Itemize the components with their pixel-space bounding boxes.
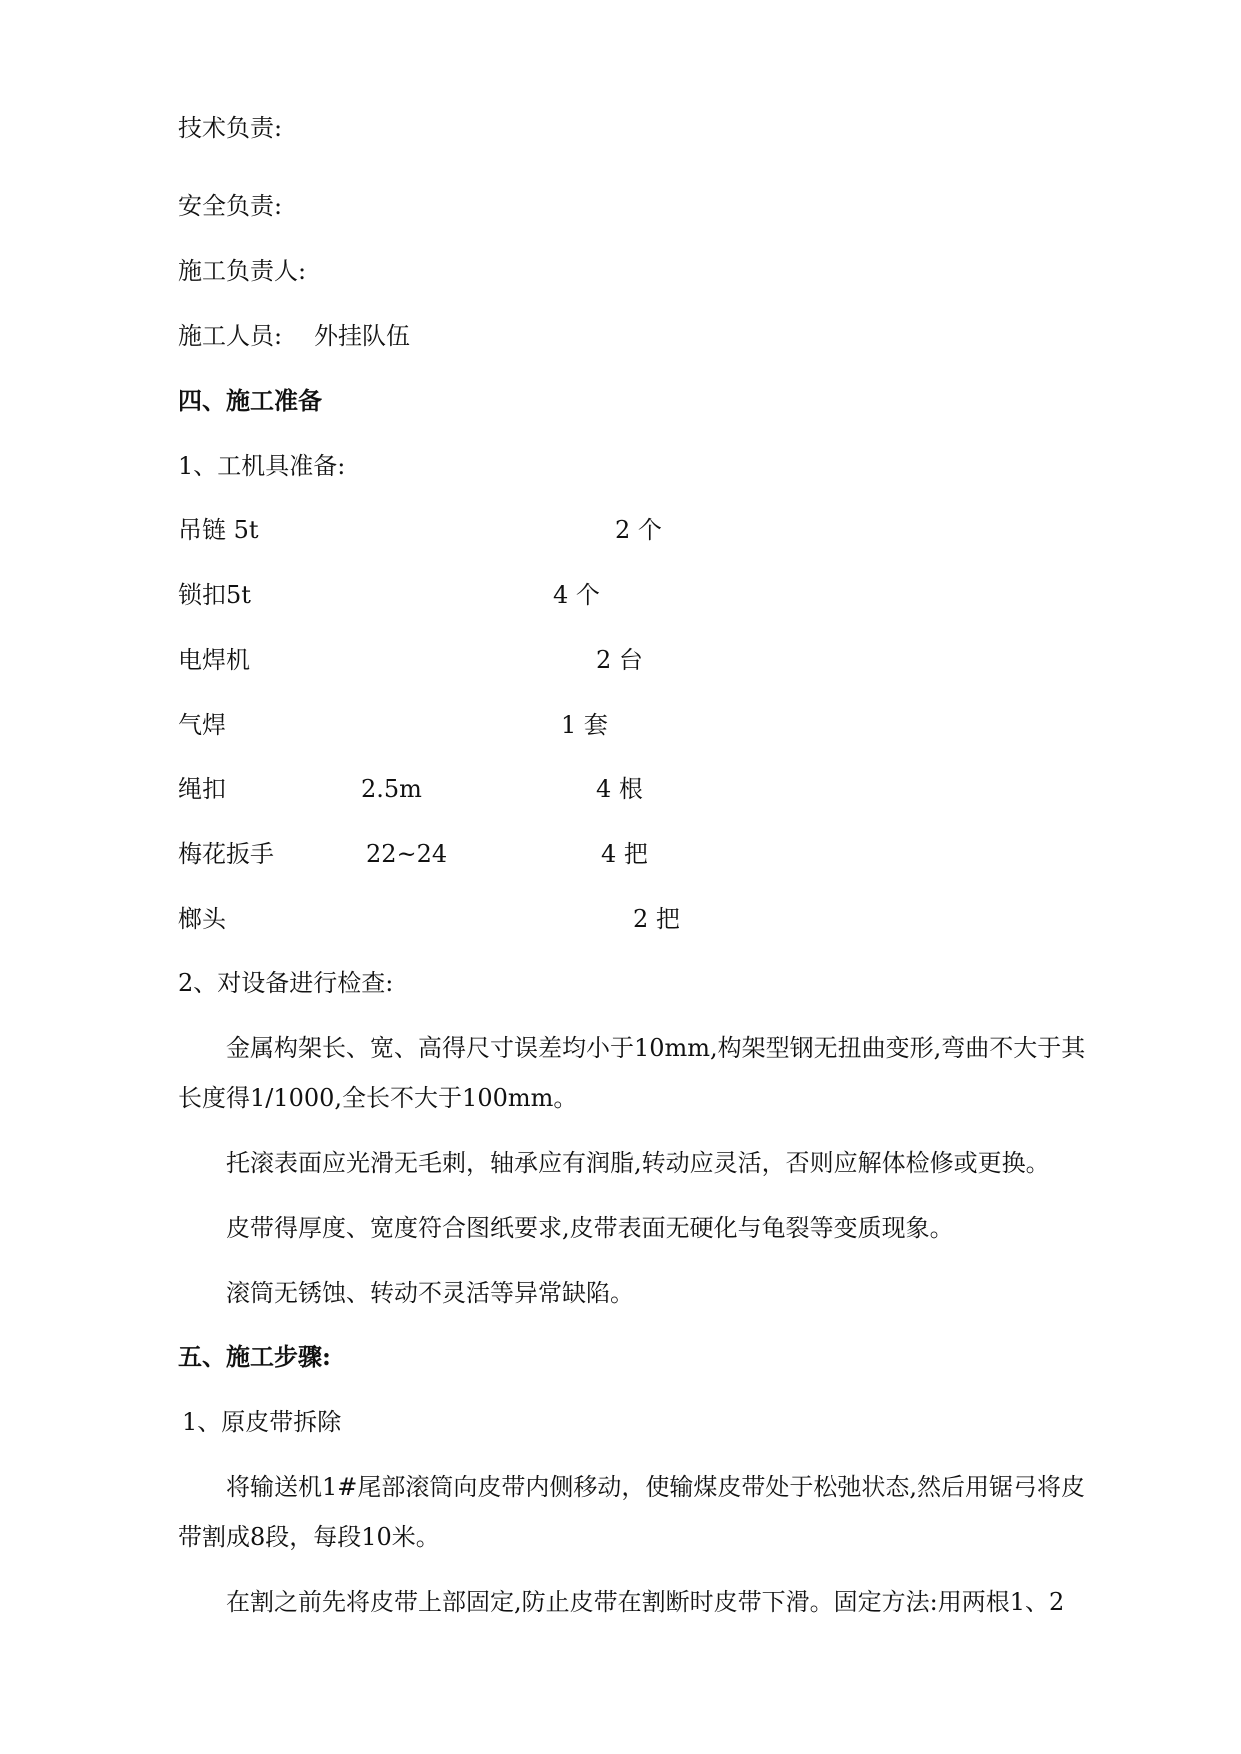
step-1-paragraph-2-line-1: 在割之前先将皮带上部固定,防止皮带在割断时皮带下滑。固定方法:用两根1、2 bbox=[226, 1588, 1065, 1616]
inspection-subheading: 2、对设备进行检查: bbox=[178, 969, 394, 997]
tool-name: 气焊 bbox=[178, 711, 226, 739]
tool-name: 电焊机 bbox=[178, 646, 250, 674]
section-4-heading: 四、施工准备 bbox=[178, 386, 322, 415]
tool-name: 榔头 bbox=[178, 905, 226, 933]
step-1-subheading: 1、原皮带拆除 bbox=[182, 1408, 342, 1436]
tech-lead-label: 技术负责: bbox=[178, 114, 283, 142]
tool-quantity: 2 把 bbox=[633, 905, 680, 933]
tool-quantity: 4 把 bbox=[601, 840, 648, 868]
tools-subheading: 1、工机具准备: bbox=[178, 452, 346, 480]
safety-lead-label: 安全负责: bbox=[178, 192, 283, 220]
inspection-paragraph-1-line-1: 金属构架长、宽、高得尺寸误差均小于10mm,构架型钢无扭曲变形,弯曲不大于其 bbox=[226, 1034, 1086, 1062]
inspection-paragraph-3: 皮带得厚度、宽度符合图纸要求,皮带表面无硬化与龟裂等变质现象。 bbox=[226, 1214, 954, 1242]
tool-name: 绳扣 bbox=[178, 775, 226, 803]
tool-name: 吊链 5t bbox=[178, 516, 259, 544]
tool-spec: 2.5m bbox=[361, 775, 422, 803]
tool-quantity: 2 台 bbox=[596, 646, 643, 674]
tool-quantity: 1 套 bbox=[561, 711, 608, 739]
construction-lead-label: 施工负责人: bbox=[178, 257, 307, 285]
tool-quantity: 4 个 bbox=[553, 581, 600, 609]
inspection-paragraph-1-line-2: 长度得1/1000,全长不大于100mm。 bbox=[178, 1084, 578, 1112]
tool-spec: 22~24 bbox=[366, 840, 448, 868]
inspection-paragraph-4: 滚筒无锈蚀、转动不灵活等异常缺陷。 bbox=[226, 1279, 634, 1307]
workers-label: 施工人员: bbox=[178, 322, 283, 350]
tool-name: 锁扣5t bbox=[178, 581, 251, 609]
tool-name: 梅花扳手 bbox=[178, 840, 274, 868]
inspection-paragraph-2: 托滚表面应光滑无毛刺，轴承应有润脂,转动应灵活，否则应解体检修或更换。 bbox=[226, 1149, 1050, 1177]
tool-quantity: 2 个 bbox=[615, 516, 662, 544]
workers-value: 外挂队伍 bbox=[314, 322, 410, 350]
tool-quantity: 4 根 bbox=[596, 775, 643, 803]
step-1-paragraph-1-line-2: 带割成8段，每段10米。 bbox=[178, 1523, 440, 1551]
step-1-paragraph-1-line-1: 将输送机1#尾部滚筒向皮带内侧移动，使输煤皮带处于松弛状态,然后用锯弓将皮 bbox=[226, 1473, 1086, 1501]
section-5-heading: 五、施工步骤: bbox=[178, 1342, 331, 1371]
